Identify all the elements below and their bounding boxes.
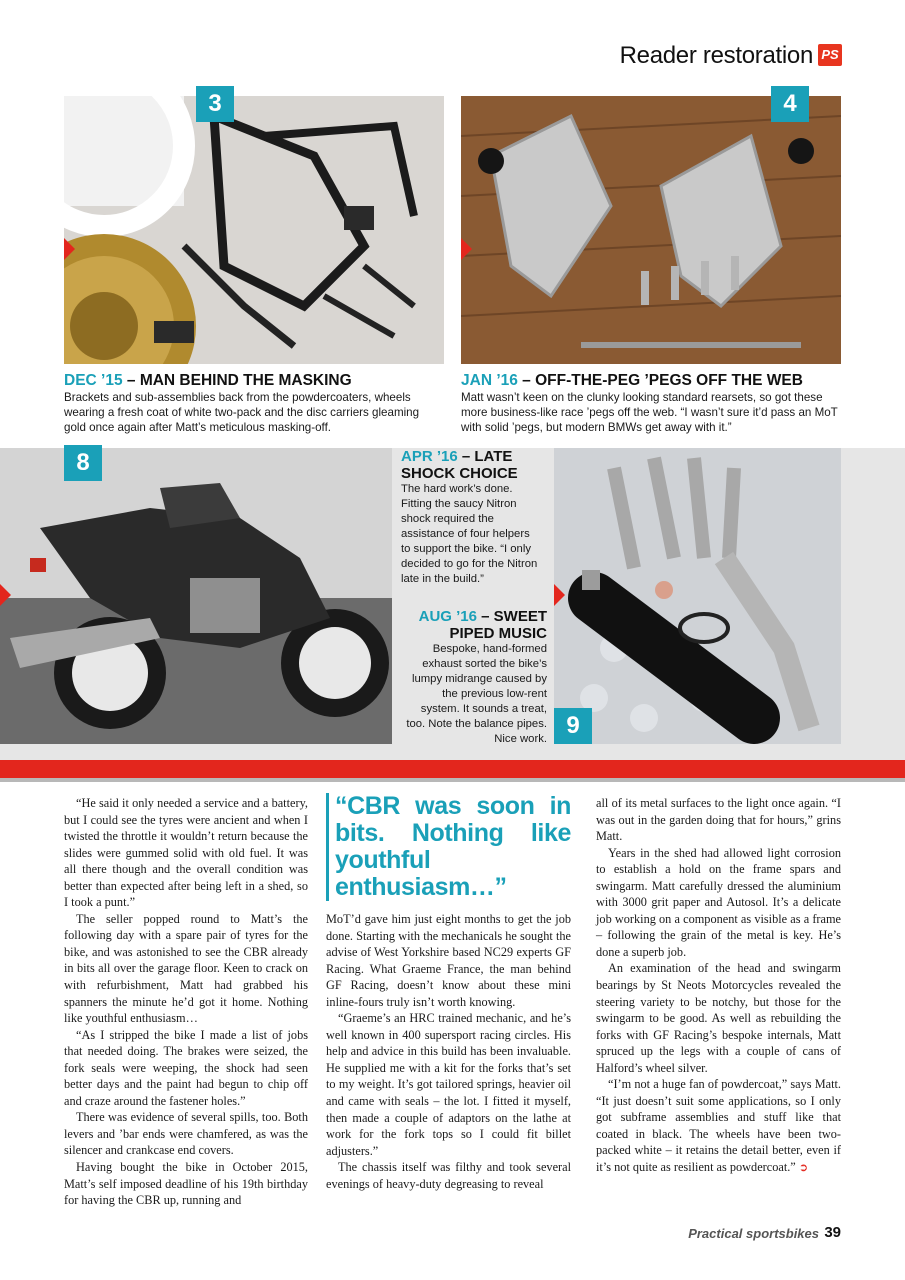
paragraph: The chassis itself was filthy and took several evenings of heavy-duty degreasing to reveal <box>326 1160 571 1191</box>
caption-title: – OFF-THE-PEG ’PEGS OFF THE WEB <box>517 372 803 389</box>
photo-brackets <box>64 96 444 364</box>
photo-number-badge: 8 <box>64 445 102 481</box>
red-arrow-marker <box>461 238 472 260</box>
article-column-1 <box>64 795 308 1209</box>
caption-heading <box>401 608 547 642</box>
end-arrow-icon: ➲ <box>798 1161 809 1175</box>
caption-heading <box>64 372 444 389</box>
section-title: Reader restoration <box>619 42 813 69</box>
ps-logo: PS <box>818 44 842 66</box>
caption-body: Matt wasn’t keen on the clunky looking standard rearsets, so got these more business-like race ’pegs off the web. “I wasn’t sure it’d pass an MoT with solid ’pegs, but modern BMWs get away with it.” <box>461 391 838 434</box>
article-column-2 <box>326 793 571 1192</box>
caption-date: AUG ’16 <box>418 608 477 625</box>
paragraph: “He said it only needed a service and a battery, but I could see the tyres were ancient and when I twisted the throttle it wouldn’t return because the slides were gummed solid with old fuel. It was all there though and the overall condition was better than expected after being left in a shed, so I took a punt.” <box>64 796 308 910</box>
paragraph: Years in the shed had allowed light corrosion to establish a hold on the frame spars and swingarm. Matt carefully dressed the aluminium with 3000 grit paper and Autosol. It’s a delicate job working on a component as visible as a frame – following the grain of the metal is key. He’s done a superb job. <box>596 845 841 959</box>
caption-title: – MAN BEHIND THE MASKING <box>122 372 352 389</box>
red-arrow-marker <box>0 584 11 606</box>
caption-body: Bespoke, hand-formed exhaust sorted the bike’s lumpy midrange caused by the previous low-rent system. It sounds a treat, too. Note the balance pipes. Nice work. <box>406 643 547 745</box>
caption-body: The hard work’s done. Fitting the saucy Nitron shock required the assistance of four helpers to support the bike. “I only decided to go for the Nitron late in the build.” <box>401 483 538 585</box>
photo-number-badge: 9 <box>554 708 592 744</box>
caption-heading <box>461 372 841 389</box>
paragraph: The seller popped round to Matt’s the following day with a spare pair of tyres for the bike, and was astonished to see the CBR already in bits all over the garage floor. Keen to crack on with refurbishment, Matt had grabbed his spanners the minute he’d got it home. Nothing like youthful enthusiasm… <box>64 911 308 1026</box>
paragraph: There was evidence of several spills, too. Both levers and ’bar ends were chamfered, as was the silencer and crankcase end covers. <box>64 1110 308 1158</box>
magazine-name: Practical sportsbikes <box>688 1226 819 1241</box>
paragraph: MoT’d gave him just eight months to get the job done. Starting with the mechanicals he sought the advise of West Yorkshire based NC29 experts GF Racing. What Graeme France, the man behind GF Racing, doesn’t know about these mini inline-fours truly isn’t worth knowing. <box>326 912 571 1009</box>
paragraph: “As I stripped the bike I made a list of jobs that needed doing. The brakes were seized, the fork seals were weeping, the shock had seen better days and the paint had begun to chip off and craze around the fastener holes.” <box>64 1027 308 1108</box>
photo-number-badge: 3 <box>196 86 234 122</box>
photo-rearsets <box>461 96 841 364</box>
photo-motorcycle <box>0 448 392 744</box>
paragraph: “Graeme’s an HRC trained mechanic, and he’s well known in 400 supersport racing circles. His help and advice in this build has been invaluable. He supplied me with a kit for the forks that’s set to my weight. It’s got tailored springs, heavier oil and came with seals – the lot. I fitted it myself, then made a couple of adaptors on the lathe at work for the fork tops so I could fit billet adjusters.” <box>326 1011 571 1158</box>
caption-date: APR ’16 <box>401 448 458 465</box>
caption-body: Brackets and sub-assemblies back from the powdercoaters, wheels wearing a fresh coat of white two-pack and the disc carriers gleaming gold once again after Matt’s meticulous masking-off. <box>64 391 420 434</box>
caption-title: – LATE SHOCK CHOICE <box>401 448 518 482</box>
paragraph-text: “I’m not a huge fan of powdercoat,” says Matt. “It just doesn’t suit some applications, so I only got subframe assemblies and stuff like that coated in black. The wheels have been two-packed white – it retains the detail better, even if it’s not quite as resilient as powdercoat.” <box>596 1077 841 1175</box>
photo-exhaust <box>554 448 841 744</box>
red-divider-bar <box>0 760 905 778</box>
red-arrow-marker <box>554 584 565 606</box>
paragraph: all of its metal surfaces to the light once again. “I was out in the garden doing that for hours,” grins Matt. <box>596 796 841 844</box>
photo-number-badge: 4 <box>771 86 809 122</box>
pull-quote: “CBR was soon in bits. Nothing like youthful enthusiasm…” <box>326 793 571 901</box>
article-column-3 <box>596 795 841 1177</box>
paragraph <box>596 1076 841 1176</box>
red-arrow-marker <box>64 238 75 260</box>
paragraph: Having bought the bike in October 2015, Matt’s self imposed deadline of his 19th birthday for having the CBR up, running and <box>64 1160 308 1208</box>
caption-heading <box>401 448 541 482</box>
caption-title: – SWEET PIPED MUSIC <box>449 608 547 642</box>
page-number: 39 <box>824 1224 841 1241</box>
caption-date: DEC ’15 <box>64 372 123 389</box>
paragraph: An examination of the head and swingarm bearings by St Neots Motorcycles revealed the steering variety to be notchy, but those for the swingarm to be good. As well as rebuilding the forks with GF Racing’s bespoke internals, Matt spruced up the legs with a couple of cans of Halford’s wheel silver. <box>596 961 841 1075</box>
caption-date: JAN ’16 <box>461 372 518 389</box>
